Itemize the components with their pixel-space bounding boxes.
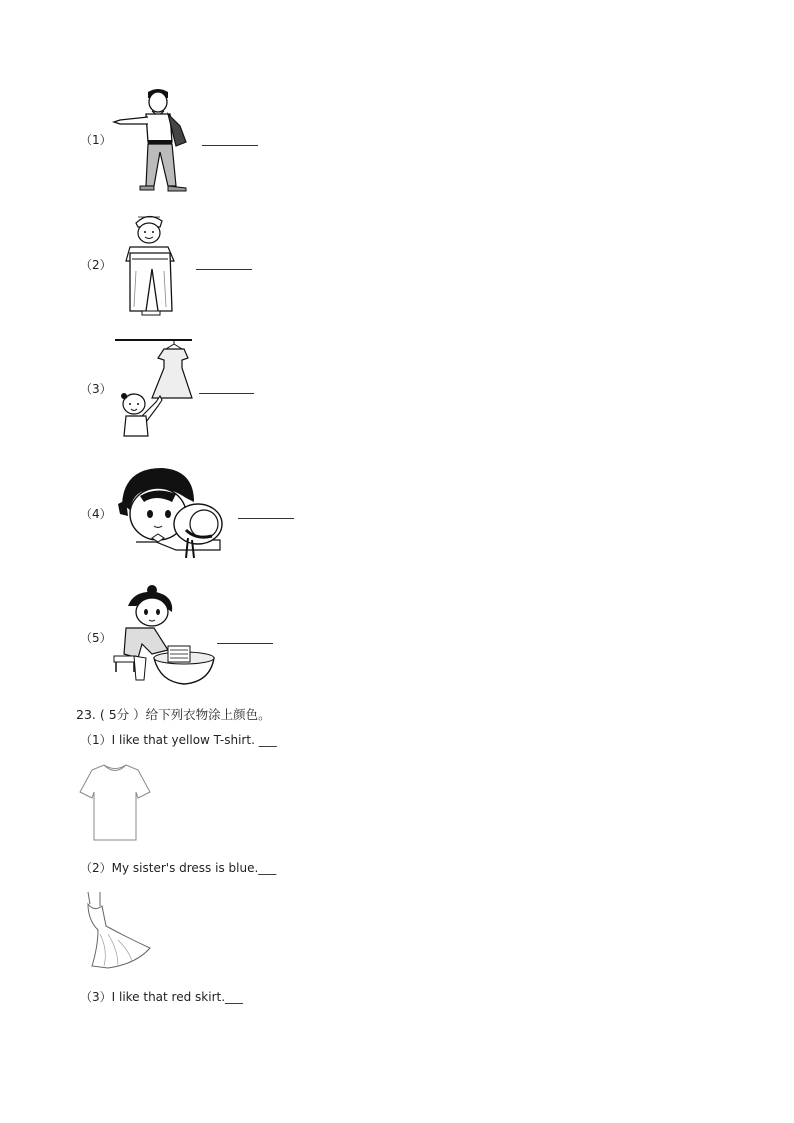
boy-holding-trousers-illustration bbox=[124, 211, 180, 317]
item-2-number: （2） bbox=[80, 258, 112, 272]
item-5-number: （5） bbox=[80, 631, 112, 645]
question-23-heading: 23. ( 5分 ）给下列衣物涂上颜色。 bbox=[76, 707, 271, 722]
answer-blank-4[interactable] bbox=[238, 518, 294, 519]
item-4-number: （4） bbox=[80, 507, 112, 521]
girl-washing-clothes-illustration bbox=[112, 584, 216, 686]
girl-with-hat-illustration bbox=[116, 464, 226, 562]
dress-outline-illustration bbox=[78, 890, 154, 970]
answer-blank-2[interactable] bbox=[196, 269, 252, 270]
color-item-2-text: （2）My sister's dress is blue.___ bbox=[80, 861, 277, 875]
answer-blank-1[interactable] bbox=[202, 145, 258, 146]
answer-blank-5[interactable] bbox=[217, 643, 273, 644]
item-3-number: （3） bbox=[80, 382, 112, 396]
t-shirt-outline-illustration bbox=[78, 762, 152, 844]
answer-blank-3[interactable] bbox=[199, 393, 254, 394]
color-item-3-text: （3）I like that red skirt.___ bbox=[80, 990, 244, 1004]
girl-pointing-at-dress-illustration bbox=[112, 336, 194, 438]
man-pointing-illustration bbox=[110, 86, 194, 192]
item-1-number: （1） bbox=[80, 133, 112, 147]
color-item-1-text: （1）I like that yellow T-shirt. ___ bbox=[80, 733, 277, 747]
